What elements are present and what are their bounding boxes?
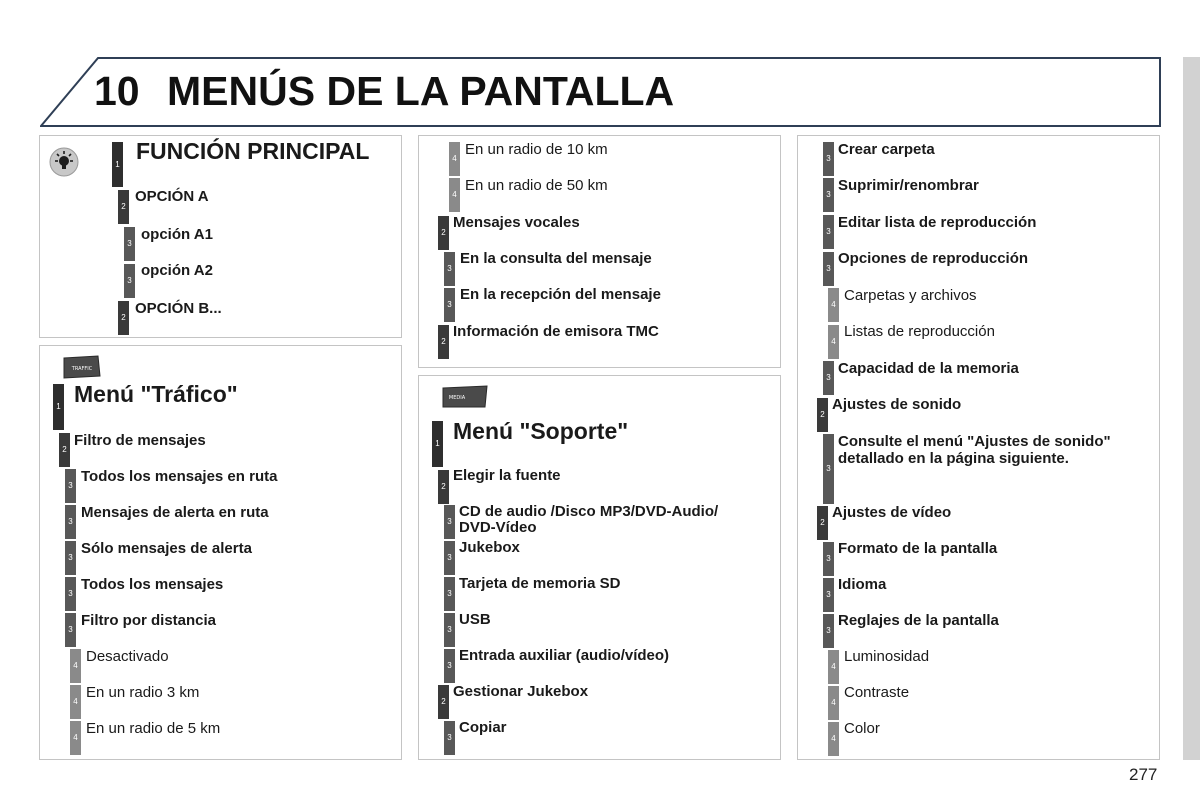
page-title: MENÚS DE LA PANTALLA (167, 68, 675, 114)
legend-item: opción A2 (141, 262, 213, 279)
level-4-tab: 4 (828, 325, 839, 359)
menu-item: En un radio de 10 km (465, 141, 608, 158)
menu-item: USB (459, 611, 491, 628)
level-3-tab: 3 (444, 577, 455, 611)
menu-item: Crear carpeta (838, 141, 935, 158)
level-3-tab: 3 (444, 505, 455, 539)
level-3-tab: 3 (823, 578, 834, 612)
media-menu-title: Menú "Soporte" (453, 418, 629, 444)
menu-item: Reglajes de la pantalla (838, 612, 999, 629)
level-3-tab: 3 (823, 178, 834, 212)
level-3-tab: 3 (124, 264, 135, 298)
menu-item: Color (844, 720, 880, 737)
level-3-tab: 3 (823, 142, 834, 176)
svg-text:MEDIA: MEDIA (448, 395, 466, 401)
menu-item: Editar lista de reproducción (838, 214, 1037, 231)
level-4-tab: 4 (449, 178, 460, 212)
level-3-tab: 3 (823, 361, 834, 395)
menu-item: Opciones de reproducción (838, 250, 1029, 267)
legend-title: FUNCIÓN PRINCIPAL (136, 138, 370, 164)
menu-item-line-2: detallado en la página siguiente. (838, 450, 1069, 467)
traffic-menu-continued-panel (418, 135, 781, 368)
menu-item: Capacidad de la memoria (838, 360, 1019, 377)
menu-item: Mensajes vocales (453, 214, 580, 231)
svg-text:TRAFFIC: TRAFFIC (71, 366, 93, 372)
level-1-tab: 1 (53, 384, 64, 430)
menu-item: Formato de la pantalla (838, 540, 998, 557)
menu-item: Contraste (844, 684, 910, 701)
menu-item: Entrada auxiliar (audio/vídeo) (459, 647, 670, 664)
traffic-menu-title: Menú "Tráfico" (74, 381, 238, 407)
level-2-tab: 2 (817, 398, 828, 432)
menu-item: Carpetas y archivos (844, 287, 977, 304)
level-4-tab: 4 (828, 722, 839, 756)
level-2-tab: 2 (438, 470, 449, 504)
menu-item: Jukebox (459, 539, 520, 556)
level-2-tab: 2 (118, 190, 129, 224)
level-3-tab: 3 (65, 541, 76, 575)
menu-item: En la recepción del mensaje (460, 286, 661, 303)
menu-item: Listas de reproducción (844, 323, 995, 340)
menu-item: Consulte el menú "Ajustes de sonido" (838, 433, 1111, 450)
menu-item: En un radio 3 km (86, 684, 200, 701)
menu-item: Elegir la fuente (453, 467, 561, 484)
menu-item: Sólo mensajes de alerta (81, 540, 252, 557)
legend-item: OPCIÓN B... (135, 300, 222, 317)
level-2-tab: 2 (59, 433, 70, 467)
level-4-tab: 4 (70, 649, 81, 683)
level-4-tab: 4 (828, 686, 839, 720)
level-3-tab: 3 (823, 252, 834, 286)
menu-item: En un radio de 5 km (86, 720, 221, 737)
legend-item: OPCIÓN A (135, 188, 209, 205)
menu-item: CD de audio /Disco MP3/DVD-Audio/ (459, 503, 719, 520)
menu-item: Tarjeta de memoria SD (459, 575, 621, 592)
level-3-tab: 3 (823, 215, 834, 249)
level-3-tab: 3 (823, 434, 834, 504)
chapter-number: 10 (94, 68, 140, 114)
level-3-tab: 3 (444, 721, 455, 755)
menu-item-line-2: DVD-Vídeo (459, 519, 537, 536)
level-2-tab: 2 (438, 685, 449, 719)
menu-item: Suprimir/renombrar (838, 177, 979, 194)
menu-item: Ajustes de sonido (832, 396, 962, 413)
media-badge-icon (441, 385, 489, 409)
level-4-tab: 4 (828, 650, 839, 684)
level-2-tab: 2 (817, 506, 828, 540)
menu-item: Gestionar Jukebox (453, 683, 589, 700)
legend-item: opción A1 (141, 226, 213, 243)
menu-item: Ajustes de vídeo (832, 504, 952, 521)
light-bulb-icon (49, 147, 79, 177)
menu-item: Desactivado (86, 648, 169, 665)
traffic-menu-panel (39, 345, 402, 760)
menu-item: Luminosidad (844, 648, 930, 665)
page-edge-strip (1183, 57, 1200, 760)
level-3-tab: 3 (65, 505, 76, 539)
level-3-tab: 3 (823, 614, 834, 648)
menu-item: Información de emisora TMC (453, 323, 659, 340)
menu-item: Todos los mensajes en ruta (81, 468, 278, 485)
level-4-tab: 4 (70, 721, 81, 755)
menu-item: En la consulta del mensaje (460, 250, 652, 267)
menu-item: Mensajes de alerta en ruta (81, 504, 269, 521)
level-3-tab: 3 (444, 288, 455, 322)
level-1-tab: 1 (112, 142, 123, 187)
level-1-tab: 1 (432, 421, 443, 467)
level-2-tab: 2 (118, 301, 129, 335)
menu-item: Todos los mensajes (81, 576, 224, 593)
level-4-tab: 4 (828, 288, 839, 322)
level-3-tab: 3 (444, 252, 455, 286)
level-3-tab: 3 (444, 541, 455, 575)
level-3-tab: 3 (65, 613, 76, 647)
level-3-tab: 3 (444, 613, 455, 647)
level-3-tab: 3 (65, 469, 76, 503)
media-menu-panel (418, 375, 781, 760)
menu-item: En un radio de 50 km (465, 177, 608, 194)
level-3-tab: 3 (444, 649, 455, 683)
legend-panel (39, 135, 402, 338)
level-3-tab: 3 (823, 542, 834, 576)
menu-item: Filtro de mensajes (74, 432, 206, 449)
level-2-tab: 2 (438, 325, 449, 359)
level-4-tab: 4 (449, 142, 460, 176)
level-2-tab: 2 (438, 216, 449, 250)
level-3-tab: 3 (65, 577, 76, 611)
menu-item: Idioma (838, 576, 887, 593)
media-menu-continued-panel (797, 135, 1160, 760)
menu-item: Copiar (459, 719, 507, 736)
traffic-badge-icon (62, 354, 102, 380)
page-number: 277 (1129, 765, 1158, 784)
menu-item: Filtro por distancia (81, 612, 217, 629)
level-3-tab: 3 (124, 227, 135, 261)
level-4-tab: 4 (70, 685, 81, 719)
